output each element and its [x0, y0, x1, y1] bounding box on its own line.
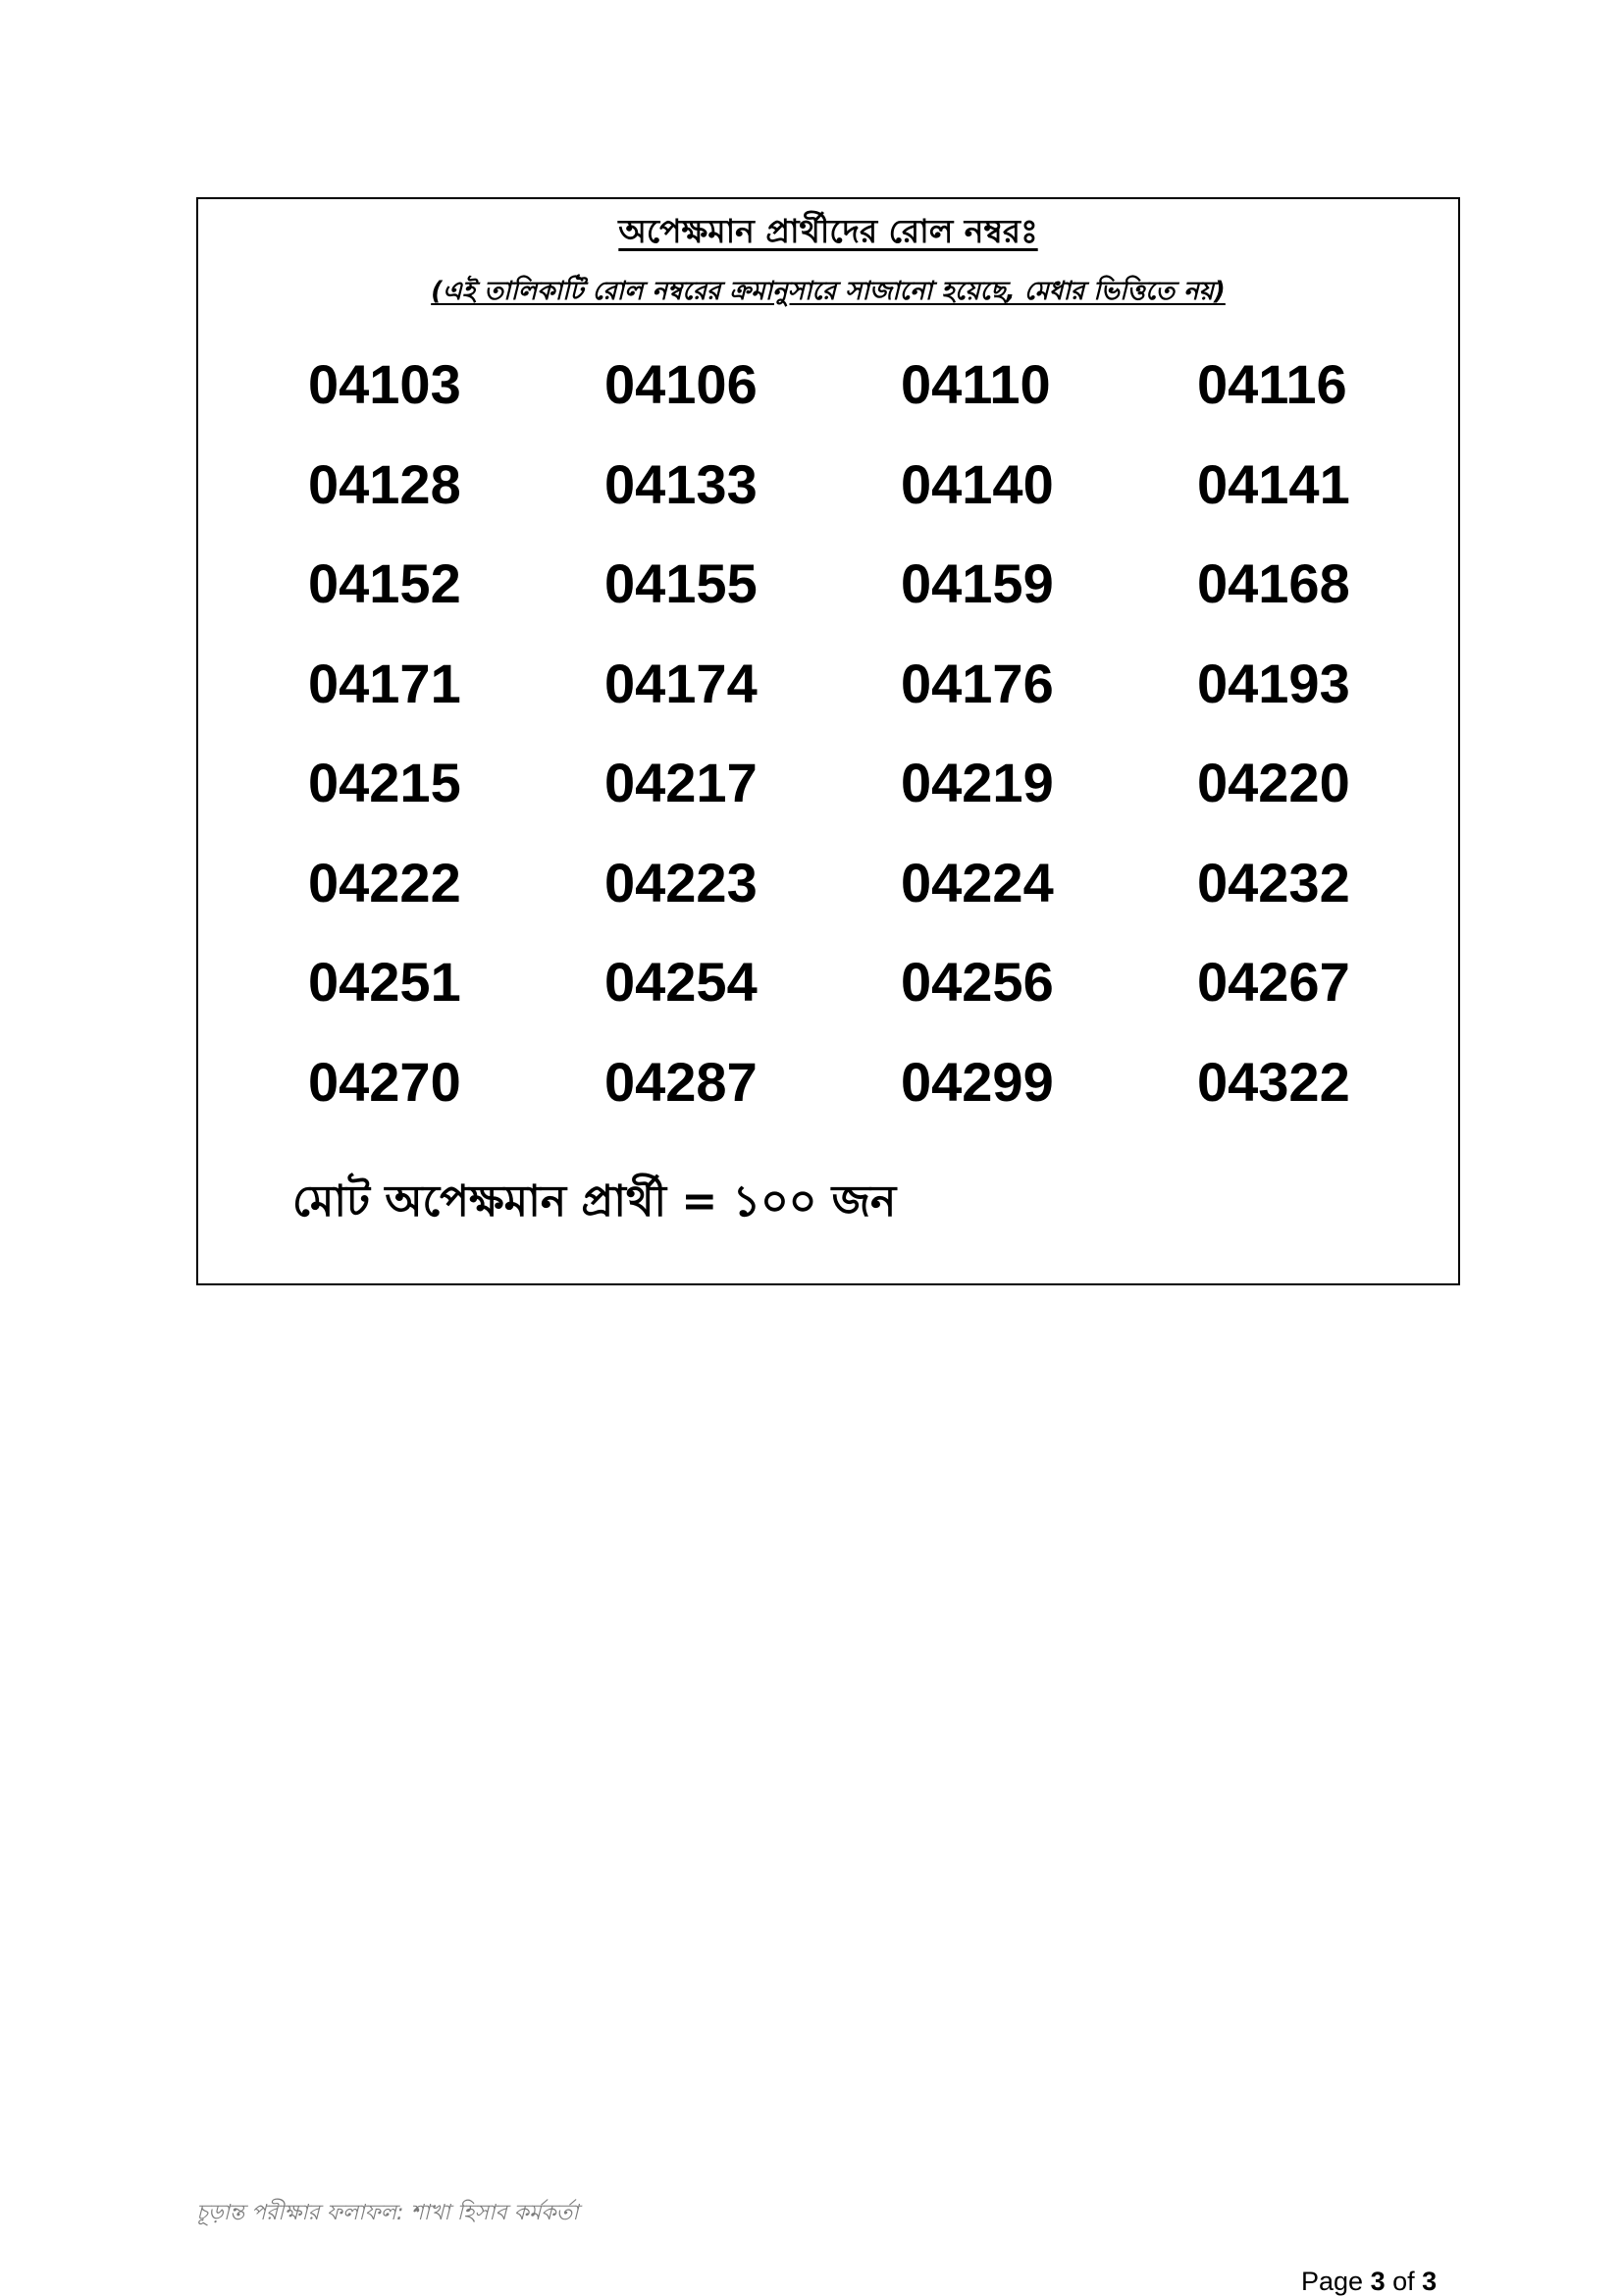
- roll-number: 04171: [308, 652, 461, 714]
- footer-exam-title: চূড়ান্ত পরীক্ষার ফলাফল: শাখা হিসাব কর্মকর্তা: [196, 2201, 579, 2225]
- roll-number: 04168: [1197, 552, 1350, 614]
- roll-number: 04176: [901, 652, 1054, 714]
- page-prefix: Page: [1301, 2267, 1371, 2296]
- roll-number: 04116: [1197, 353, 1347, 415]
- page-mid: of: [1385, 2267, 1423, 2296]
- roll-number: 04256: [901, 951, 1054, 1013]
- roll-number: 04270: [308, 1050, 461, 1113]
- roll-number: 04133: [604, 452, 758, 515]
- roll-number: 04267: [1197, 951, 1350, 1013]
- roll-number: 04141: [1197, 452, 1350, 515]
- list-title: অপেক্ষমান প্রার্থীদের রোল নম্বরঃ: [618, 212, 1038, 250]
- roll-number: 04174: [604, 652, 758, 714]
- roll-number: 04223: [604, 851, 758, 913]
- roll-number: 04251: [308, 951, 461, 1013]
- roll-number: 04103: [308, 353, 461, 415]
- roll-number: 04159: [901, 552, 1054, 614]
- page-number: [1301, 2269, 1437, 2295]
- total-waiting-count: মোট অপেক্ষমান প্রার্থী = ১০০ জন: [292, 1176, 897, 1226]
- roll-number: 04110: [901, 353, 1051, 415]
- roll-number: 04220: [1197, 752, 1350, 813]
- roll-number: 04193: [1197, 652, 1350, 714]
- roll-number: 04128: [308, 452, 461, 515]
- roll-number: 04155: [604, 552, 758, 614]
- roll-number: 04152: [308, 552, 461, 614]
- roll-number: 04140: [901, 452, 1054, 515]
- roll-number: 04224: [901, 851, 1054, 913]
- roll-number: 04254: [604, 951, 758, 1013]
- waiting-list-box: [196, 197, 1460, 1285]
- page-current: 3: [1370, 2267, 1386, 2296]
- roll-number: 04106: [604, 353, 758, 415]
- roll-number: 04222: [308, 851, 461, 913]
- list-subtitle: (এই তালিকাটি রোল নম্বরের ক্রমানুসারে সাজানো হয়েছে, মেধার ভিত্তিতে নয়): [431, 277, 1226, 306]
- roll-number: 04322: [1197, 1050, 1350, 1113]
- roll-number: 04215: [308, 752, 461, 813]
- roll-number: 04232: [1197, 851, 1350, 913]
- roll-number: 04217: [604, 752, 758, 813]
- roll-number-grid: [308, 335, 1493, 1131]
- roll-number: 04219: [901, 752, 1054, 813]
- page-total: 3: [1422, 2267, 1438, 2296]
- roll-number: 04299: [901, 1050, 1054, 1113]
- roll-number: 04287: [604, 1050, 758, 1113]
